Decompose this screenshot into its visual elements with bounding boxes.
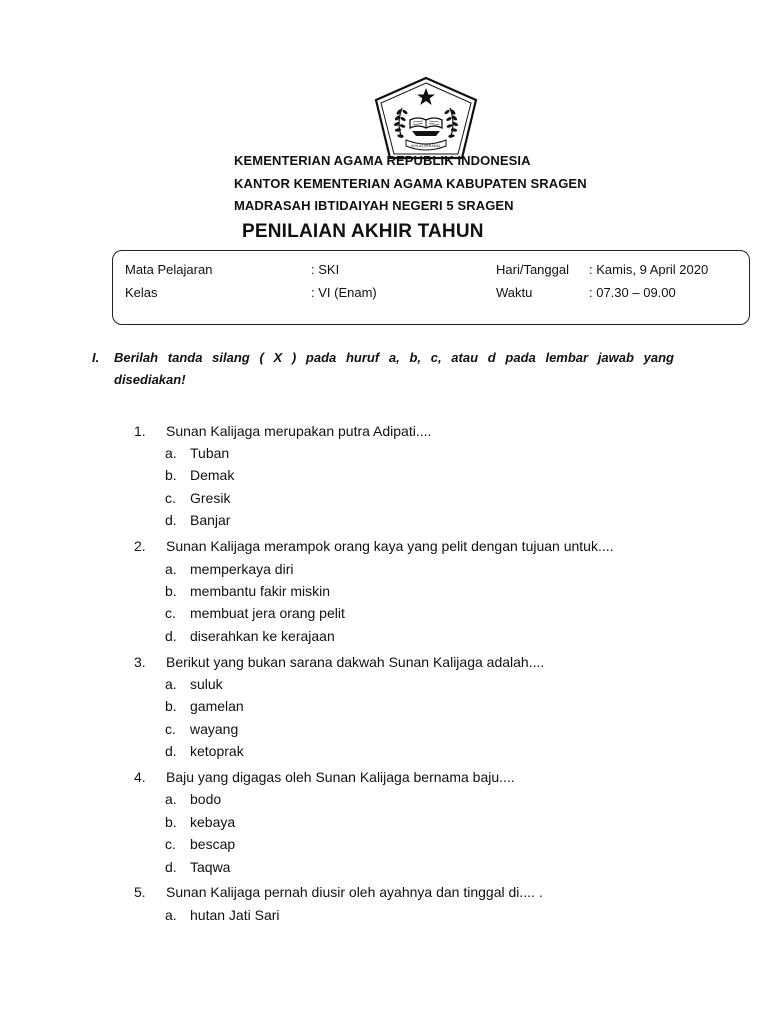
date-label: Hari/Tanggal [496, 262, 569, 277]
option-letter: b. [165, 698, 177, 714]
option-letter: c. [165, 605, 176, 621]
question-text: Sunan Kalijaga merampok orang kaya yang pelit dengan tujuan untuk.... [166, 538, 614, 554]
question-number: 1. [134, 423, 146, 439]
option-letter: c. [165, 836, 176, 852]
option-letter: b. [165, 583, 177, 599]
option-text: Tuban [190, 445, 230, 461]
header-ministry: KEMENTERIAN AGAMA REPUBLIK INDONESIA [234, 153, 531, 168]
option-text: Taqwa [190, 859, 231, 875]
subject-label: Mata Pelajaran [125, 262, 213, 277]
option-text: membuat jera orang pelit [190, 605, 345, 621]
option-text: kebaya [190, 814, 236, 830]
question-text: Baju yang digagas oleh Sunan Kalijaga bernama baju.... [166, 769, 515, 785]
kementerian-agama-emblem [372, 76, 480, 160]
page-title: PENILAIAN AKHIR TAHUN [242, 221, 484, 242]
date-value: : Kamis, 9 April 2020 [589, 262, 709, 277]
option-letter: b. [165, 467, 177, 483]
option-text: membantu fakir miskin [190, 583, 331, 599]
option-letter: a. [165, 676, 177, 692]
option-text: suluk [190, 676, 223, 692]
option-letter: d. [165, 743, 177, 759]
instruction [92, 347, 674, 391]
option-text: wayang [190, 721, 239, 737]
option-letter: a. [165, 791, 177, 807]
option-text: diserahkan ke kerajaan [190, 628, 335, 644]
question-text: Sunan Kalijaga pernah diusir oleh ayahnya dan tinggal di.... . [166, 884, 543, 900]
question-text: Berikut yang bukan sarana dakwah Sunan Kalijaga adalah.... [166, 654, 545, 670]
option-letter: a. [165, 445, 177, 461]
option-letter: d. [165, 859, 177, 875]
instruction-line-2: disediakan! [114, 372, 186, 387]
option-text: gamelan [190, 698, 244, 714]
option-text: hutan Jati Sari [190, 907, 280, 923]
option-text: Demak [190, 467, 235, 483]
option-letter: a. [165, 907, 177, 923]
class-label: Kelas [125, 285, 158, 300]
time-value: : 07.30 – 09.00 [589, 285, 676, 300]
time-label: Waktu [496, 285, 533, 300]
header-office: KANTOR KEMENTERIAN AGAMA KABUPATEN SRAGEN [234, 176, 587, 191]
question-number: 5. [134, 884, 146, 900]
option-letter: b. [165, 814, 177, 830]
option-text: ketoprak [190, 743, 244, 759]
option-text: Gresik [190, 490, 231, 506]
question-number: 2. [134, 538, 146, 554]
option-letter: c. [165, 490, 176, 506]
option-letter: c. [165, 721, 176, 737]
instruction-number: I. [92, 350, 100, 365]
class-value: : VI (Enam) [311, 285, 377, 300]
option-letter: a. [165, 561, 177, 577]
subject-value: : SKI [311, 262, 340, 277]
option-text: memperkaya diri [190, 561, 294, 577]
header-school: MADRASAH IBTIDAIYAH NEGERI 5 SRAGEN [234, 198, 514, 213]
option-text: bodo [190, 791, 222, 807]
option-letter: d. [165, 628, 177, 644]
option-text: bescap [190, 836, 236, 852]
question-number: 3. [134, 654, 146, 670]
option-text: Banjar [190, 512, 231, 528]
instruction-line-1: Berilah tanda silang ( X ) pada huruf a, b, c, atau d pada lembar jawab yang [114, 350, 674, 365]
question-text: Sunan Kalijaga merupakan putra Adipati.... [166, 423, 432, 439]
svg-text:IKHLAS BERAMAL: IKHLAS BERAMAL [411, 144, 441, 148]
option-letter: d. [165, 512, 177, 528]
question-number: 4. [134, 769, 146, 785]
